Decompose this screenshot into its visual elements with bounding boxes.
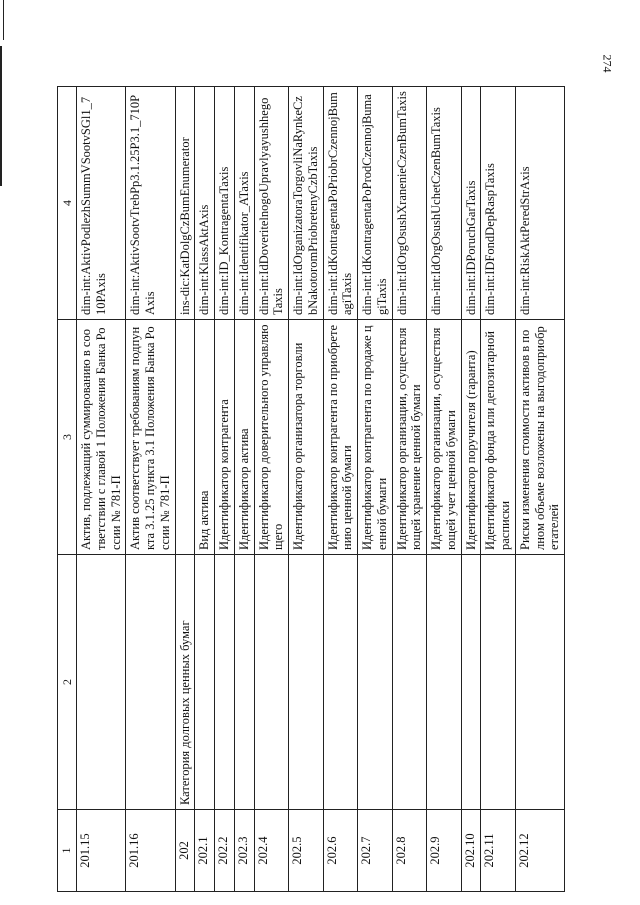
table-row bbox=[126, 87, 175, 892]
code-cell: 201.16 bbox=[126, 810, 175, 892]
element-cell: dim-int:IdKontragentaPoPriobrCzennojBumagiTaxis bbox=[323, 87, 358, 320]
element-cell: dim-int:Identifikator_ATaxis bbox=[234, 87, 254, 320]
name-cell: Идентификатор контрагента по продаже ценной бумаги bbox=[358, 320, 393, 555]
name-cell: Вид актива bbox=[195, 320, 215, 555]
code-cell: 201.15 bbox=[77, 810, 126, 892]
element-cell: ins-dic:KatDolgCzBumEnumerator bbox=[175, 87, 195, 320]
category-cell bbox=[358, 555, 393, 810]
scan-mark-line bbox=[0, 46, 2, 186]
table-row bbox=[175, 87, 195, 892]
name-cell: Идентификатор фонда или депозитарной расписки bbox=[481, 320, 516, 555]
table-row bbox=[77, 87, 126, 892]
name-cell: Риски изменения стоимости активов в полном объеме возложены на выгодоприобретателей bbox=[515, 320, 564, 555]
code-cell: 202 bbox=[175, 810, 195, 892]
code-cell: 202.9 bbox=[427, 810, 462, 892]
table-row bbox=[289, 87, 324, 892]
name-cell: Актив соответствует требованиям подпункта 3.1.25 пункта 3.1 Положения Банка России № 781-П bbox=[126, 320, 175, 555]
element-cell: dim-int:IdOrgOsushXranenieCzenBumTaxis bbox=[392, 87, 427, 320]
category-cell bbox=[461, 555, 481, 810]
element-cell: dim-int:IdKontragentaPoProdCzennojBumagiTaxis bbox=[358, 87, 393, 320]
name-cell: Идентификатор контрагента по приобретению ценной бумаги bbox=[323, 320, 358, 555]
element-cell: dim-int:RiskAktPeredStrAxis bbox=[515, 87, 564, 320]
element-cell: dim-int:IdOrganizatoraTorgovliNaRynkeCzbNakotoromPriobretenyCzbTaxis bbox=[289, 87, 324, 320]
name-cell bbox=[175, 320, 195, 555]
header-cell: 4 bbox=[58, 87, 77, 320]
name-cell: Идентификатор организации, осуществляющей учет ценной бумаги bbox=[427, 320, 462, 555]
category-cell bbox=[515, 555, 564, 810]
element-cell: dim-int:AktivPodlezhSummVSootvSGl1_710PAxis bbox=[77, 87, 126, 320]
category-cell bbox=[254, 555, 289, 810]
code-cell: 202.4 bbox=[254, 810, 289, 892]
code-cell: 202.5 bbox=[289, 810, 324, 892]
element-cell: dim-int:AktivSootvTrebPp3.1.25P3.1_710PAxis bbox=[126, 87, 175, 320]
code-cell: 202.11 bbox=[481, 810, 516, 892]
element-cell: dim-int:KlassAktAxis bbox=[195, 87, 215, 320]
table-row bbox=[461, 87, 481, 892]
header-cell: 1 bbox=[58, 810, 77, 892]
table-row bbox=[215, 87, 235, 892]
category-cell bbox=[427, 555, 462, 810]
category-cell bbox=[481, 555, 516, 810]
table-row bbox=[427, 87, 462, 892]
element-cell: dim-int:IDPoruchGarTaxis bbox=[461, 87, 481, 320]
header-cell: 2 bbox=[58, 555, 77, 810]
category-cell bbox=[195, 555, 215, 810]
category-cell bbox=[215, 555, 235, 810]
category-cell bbox=[126, 555, 175, 810]
table-row bbox=[234, 87, 254, 892]
name-cell: Идентификатор поручителя (гаранта) bbox=[461, 320, 481, 555]
table-row bbox=[323, 87, 358, 892]
code-cell: 202.10 bbox=[461, 810, 481, 892]
code-cell: 202.6 bbox=[323, 810, 358, 892]
data-table bbox=[57, 86, 565, 892]
category-cell bbox=[392, 555, 427, 810]
element-cell: dim-int:IDFondDepRaspTaxis bbox=[481, 87, 516, 320]
element-cell: dim-int:IdOrgOsushUchetCzenBumTaxis bbox=[427, 87, 462, 320]
code-cell: 202.8 bbox=[392, 810, 427, 892]
category-cell: Категория долговых ценных бумаг bbox=[175, 555, 195, 810]
code-cell: 202.1 bbox=[195, 810, 215, 892]
page-number: 274 bbox=[600, 54, 615, 73]
table-row bbox=[358, 87, 393, 892]
category-cell bbox=[323, 555, 358, 810]
name-cell: Идентификатор организации, осуществляющей хранение ценной бумаги bbox=[392, 320, 427, 555]
table-row bbox=[392, 87, 427, 892]
name-cell: Идентификатор доверительного управляющего bbox=[254, 320, 289, 555]
code-cell: 202.12 bbox=[515, 810, 564, 892]
code-cell: 202.7 bbox=[358, 810, 393, 892]
scan-mark-line bbox=[3, 0, 4, 40]
name-cell: Актив, подлежащий суммированию в соответствии с главой 1 Положения Банка России № 781-П bbox=[77, 320, 126, 555]
element-cell: dim-int:IdDoveritelnogoUpravlyayushhegoTaxis bbox=[254, 87, 289, 320]
table-row bbox=[195, 87, 215, 892]
category-cell bbox=[234, 555, 254, 810]
table-row bbox=[481, 87, 516, 892]
header-cell: 3 bbox=[58, 320, 77, 555]
rotated-page-content bbox=[57, 87, 600, 892]
element-cell: dim-int:ID_KontragentaTaxis bbox=[215, 87, 235, 320]
category-cell bbox=[77, 555, 126, 810]
header-row bbox=[58, 87, 77, 892]
table-row bbox=[254, 87, 289, 892]
code-cell: 202.3 bbox=[234, 810, 254, 892]
code-cell: 202.2 bbox=[215, 810, 235, 892]
name-cell: Идентификатор контрагента bbox=[215, 320, 235, 555]
name-cell: Идентификатор актива bbox=[234, 320, 254, 555]
table-row bbox=[515, 87, 564, 892]
category-cell bbox=[289, 555, 324, 810]
name-cell: Идентификатор организатора торговли bbox=[289, 320, 324, 555]
